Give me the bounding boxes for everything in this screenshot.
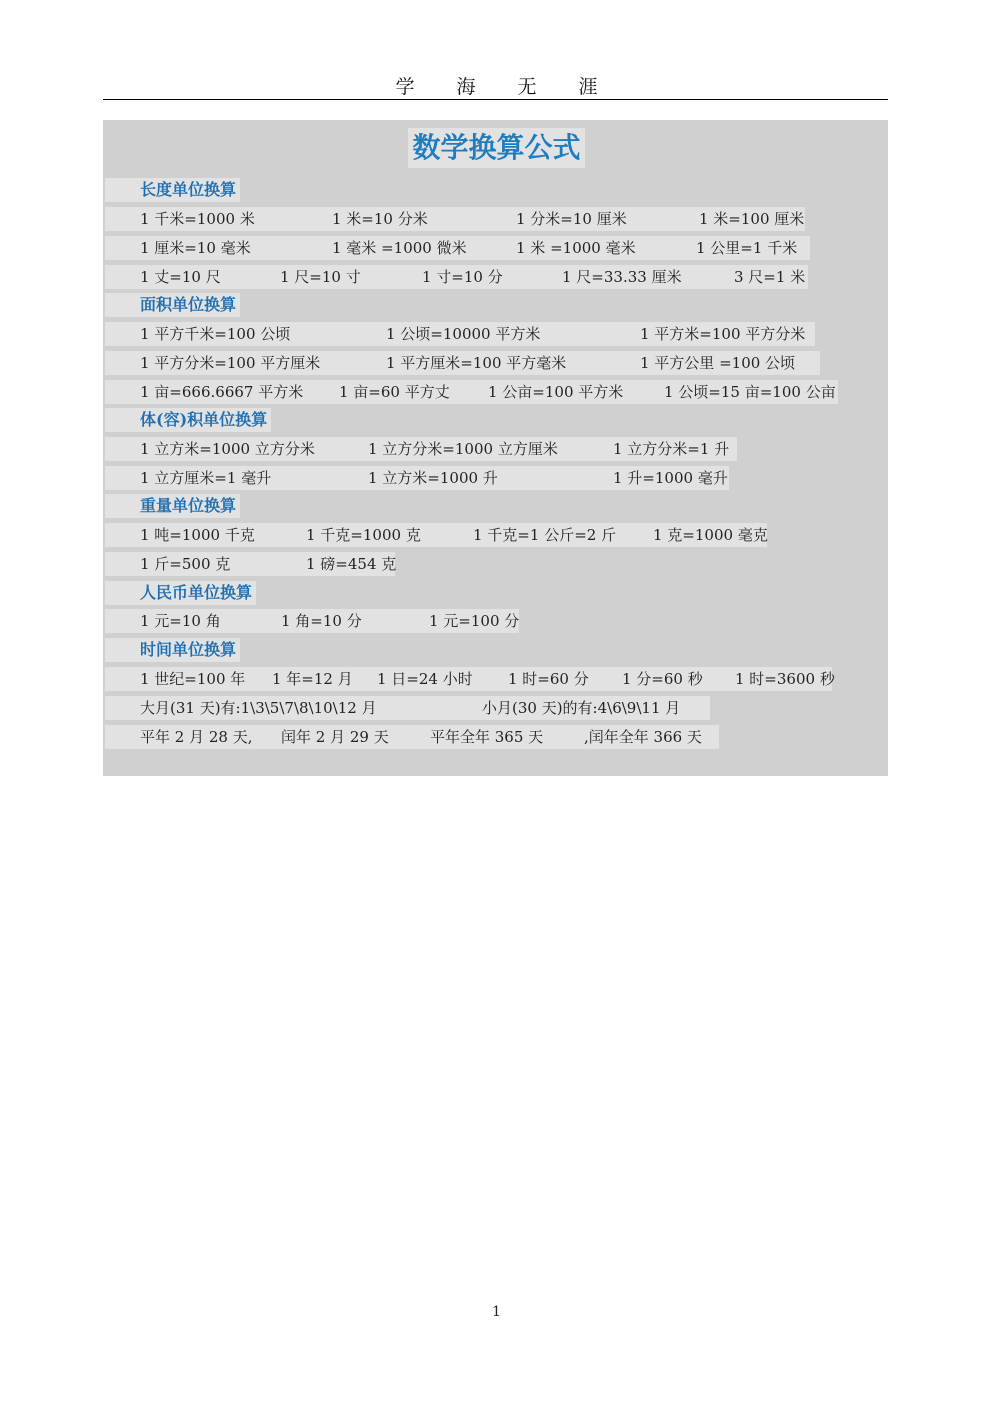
document-title-text: 数学换算公式 (408, 128, 584, 168)
conversion-entry: 1 时=60 分 (508, 670, 589, 688)
conversion-entry: 1 公顷=15 亩=100 公亩 (664, 383, 836, 401)
conversion-entry: 1 升=1000 毫升 (613, 469, 728, 487)
conversion-entry: 1 元=100 分 (429, 612, 520, 630)
section-heading-area: 面积单位换算 (105, 293, 240, 317)
conversion-entry: 1 立方分米=1000 立方厘米 (368, 440, 558, 458)
conversion-entry: 1 时=3600 秒 (735, 670, 835, 688)
conversion-entry: 1 亩=60 平方丈 (339, 383, 450, 401)
conversion-entry: 1 元=10 角 (140, 612, 221, 630)
document-title (0, 128, 993, 168)
conversion-entry: 1 世纪=100 年 (140, 670, 246, 688)
page-header-title: 学 海 无 涯 (395, 76, 616, 98)
conversion-entry: 1 寸=10 分 (422, 268, 503, 286)
section-heading-length: 长度单位换算 (105, 178, 240, 202)
conversion-entry: 1 平方厘米=100 平方毫米 (386, 354, 567, 372)
conversion-entry: 大月(31 天)有:1\3\5\7\8\10\12 月 (140, 699, 377, 717)
conversion-entry: 小月(30 天)的有:4\6\9\11 月 (482, 699, 681, 717)
conversion-entry: 1 公亩=100 平方米 (488, 383, 624, 401)
conversion-entry: 1 立方厘米=1 毫升 (140, 469, 272, 487)
conversion-entry: 1 平方千米=100 公顷 (140, 325, 291, 343)
conversion-entry: 1 千克=1000 克 (306, 526, 421, 544)
conversion-entry: 1 亩=666.6667 平方米 (140, 383, 304, 401)
conversion-entry: 1 立方米=1000 升 (368, 469, 498, 487)
conversion-entry: 1 尺=10 寸 (280, 268, 361, 286)
conversion-entry: 1 米=10 分米 (332, 210, 428, 228)
conversion-entry: 1 立方分米=1 升 (613, 440, 730, 458)
conversion-entry: 1 尺=33.33 厘米 (562, 268, 682, 286)
section-heading-time: 时间单位换算 (105, 638, 240, 662)
conversion-entry: 1 平方分米=100 平方厘米 (140, 354, 321, 372)
header-divider (103, 99, 888, 100)
conversion-entry: 1 分=60 秒 (622, 670, 703, 688)
conversion-entry: 1 千米=1000 米 (140, 210, 255, 228)
conversion-entry: 1 米=100 厘米 (699, 210, 805, 228)
conversion-entry: 1 平方米=100 平方分米 (640, 325, 806, 343)
conversion-entry: 1 立方米=1000 立方分米 (140, 440, 315, 458)
conversion-entry: 1 米 =1000 毫米 (516, 239, 636, 257)
conversion-entry: 1 千克=1 公斤=2 斤 (473, 526, 617, 544)
section-heading-volume: 体(容)积单位换算 (105, 408, 271, 432)
conversion-entry: 1 丈=10 尺 (140, 268, 221, 286)
section-heading-weight: 重量单位换算 (105, 494, 240, 518)
conversion-entry: 3 尺=1 米 (734, 268, 806, 286)
page-number: 1 (492, 1304, 501, 1320)
conversion-entry: 闰年 2 月 29 天 (281, 728, 389, 746)
conversion-entry: 平年全年 365 天 (430, 728, 544, 746)
conversion-entry: 1 吨=1000 千克 (140, 526, 255, 544)
conversion-entry: 1 分米=10 厘米 (516, 210, 627, 228)
conversion-entry: 1 磅=454 克 (306, 555, 397, 573)
conversion-entry: 1 年=12 月 (272, 670, 353, 688)
conversion-entry: 1 厘米=10 毫米 (140, 239, 251, 257)
conversion-entry: 1 克=1000 毫克 (653, 526, 768, 544)
section-heading-currency: 人民币单位换算 (105, 581, 256, 605)
conversion-entry: 1 公里=1 千米 (696, 239, 798, 257)
conversion-entry: 平年 2 月 28 天, (140, 728, 253, 746)
conversion-entry: 1 斤=500 克 (140, 555, 231, 573)
conversion-entry: 1 日=24 小时 (377, 670, 473, 688)
conversion-entry: 1 毫米 =1000 微米 (332, 239, 467, 257)
conversion-entry: 1 角=10 分 (281, 612, 362, 630)
conversion-entry: 1 平方公里 =100 公顷 (640, 354, 796, 372)
conversion-entry: ,闰年全年 366 天 (584, 728, 702, 746)
conversion-entry: 1 公顷=10000 平方米 (386, 325, 541, 343)
